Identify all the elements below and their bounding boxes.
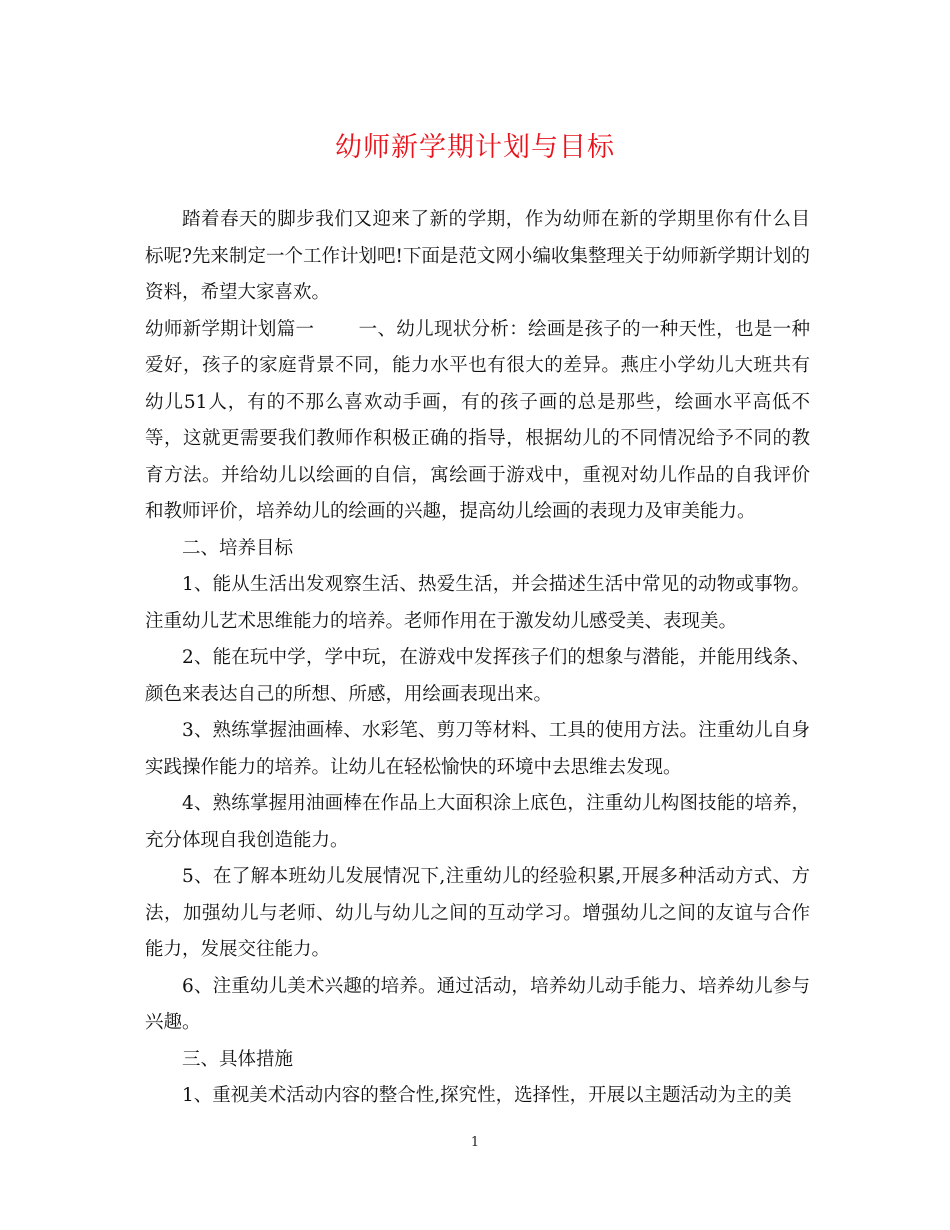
section-one-paragraph xyxy=(145,312,810,531)
section-label: 幼师新学期计划篇一 xyxy=(145,318,315,340)
heading-training-goals: 二、培养目标 xyxy=(182,537,294,559)
page-number: 1 xyxy=(470,1135,480,1150)
intro-paragraph: 踏着春天的脚步我们又迎来了新的学期，作为幼师在新的学期里你有什么目标呢?先来制定一个工作计划吧!下面是范文网小编收集整理关于幼师新学期计划的资料，希望大家喜欢。 xyxy=(145,209,810,303)
measure-item: 1、重视美术活动内容的整合性,探究性，选择性，开展以主题活动为主的美 xyxy=(182,1085,792,1106)
document-body xyxy=(145,202,810,1115)
section-text: 一、幼儿现状分析：绘画是孩子的一种天性，也是一种爱好，孩子的家庭背景不同，能力水平也有很大的差异。燕庄小学幼儿大班共有幼儿51人，有的不那么喜欢动手画，有的孩子画的总是那些，绘画水平高低不等，这就更需要我们教师作积极正确的指导，根据幼儿的不同情况给予不同的教育方法。并给幼儿以绘画的自信，寓绘画于游戏中，重视对幼儿作品的自我评价和教师评价，培养幼儿的绘画的兴趣，提高幼儿绘画的表现力及审美能力。 xyxy=(145,318,810,522)
document-title: 幼师新学期计划与目标 xyxy=(335,132,615,163)
goal-item: 3、熟练掌握油画棒、水彩笔、剪刀等材料、工具的使用方法。注重幼儿自身实践操作能力的培养。让幼儿在轻松愉快的环境中去思维去发现。 xyxy=(145,720,810,778)
goal-item: 1、能从生活出发观察生活、热爱生活，并会描述生活中常见的动物或事物。注重幼儿艺术思维能力的培养。老师作用在于激发幼儿感受美、表现美。 xyxy=(145,574,810,632)
goal-item: 4、熟练掌握用油画棒在作品上大面积涂上底色，注重幼儿构图技能的培养，充分体现自我创造能力。 xyxy=(145,793,810,851)
goal-item: 2、能在玩中学，学中玩，在游戏中发挥孩子们的想象与潜能，并能用线条、颜色来表达自己的所想、所感，用绘画表现出来。 xyxy=(145,647,810,705)
heading-measures: 三、具体措施 xyxy=(182,1048,294,1070)
goal-item: 6、注重幼儿美术兴趣的培养。通过活动，培养幼儿动手能力、培养幼儿参与兴趣。 xyxy=(145,975,810,1033)
goal-item: 5、在了解本班幼儿发展情况下,注重幼儿的经验积累,开展多种活动方式、方法，加强幼儿与老师、幼儿与幼儿之间的互动学习。增强幼儿之间的友谊与合作能力，发展交往能力。 xyxy=(145,866,810,960)
